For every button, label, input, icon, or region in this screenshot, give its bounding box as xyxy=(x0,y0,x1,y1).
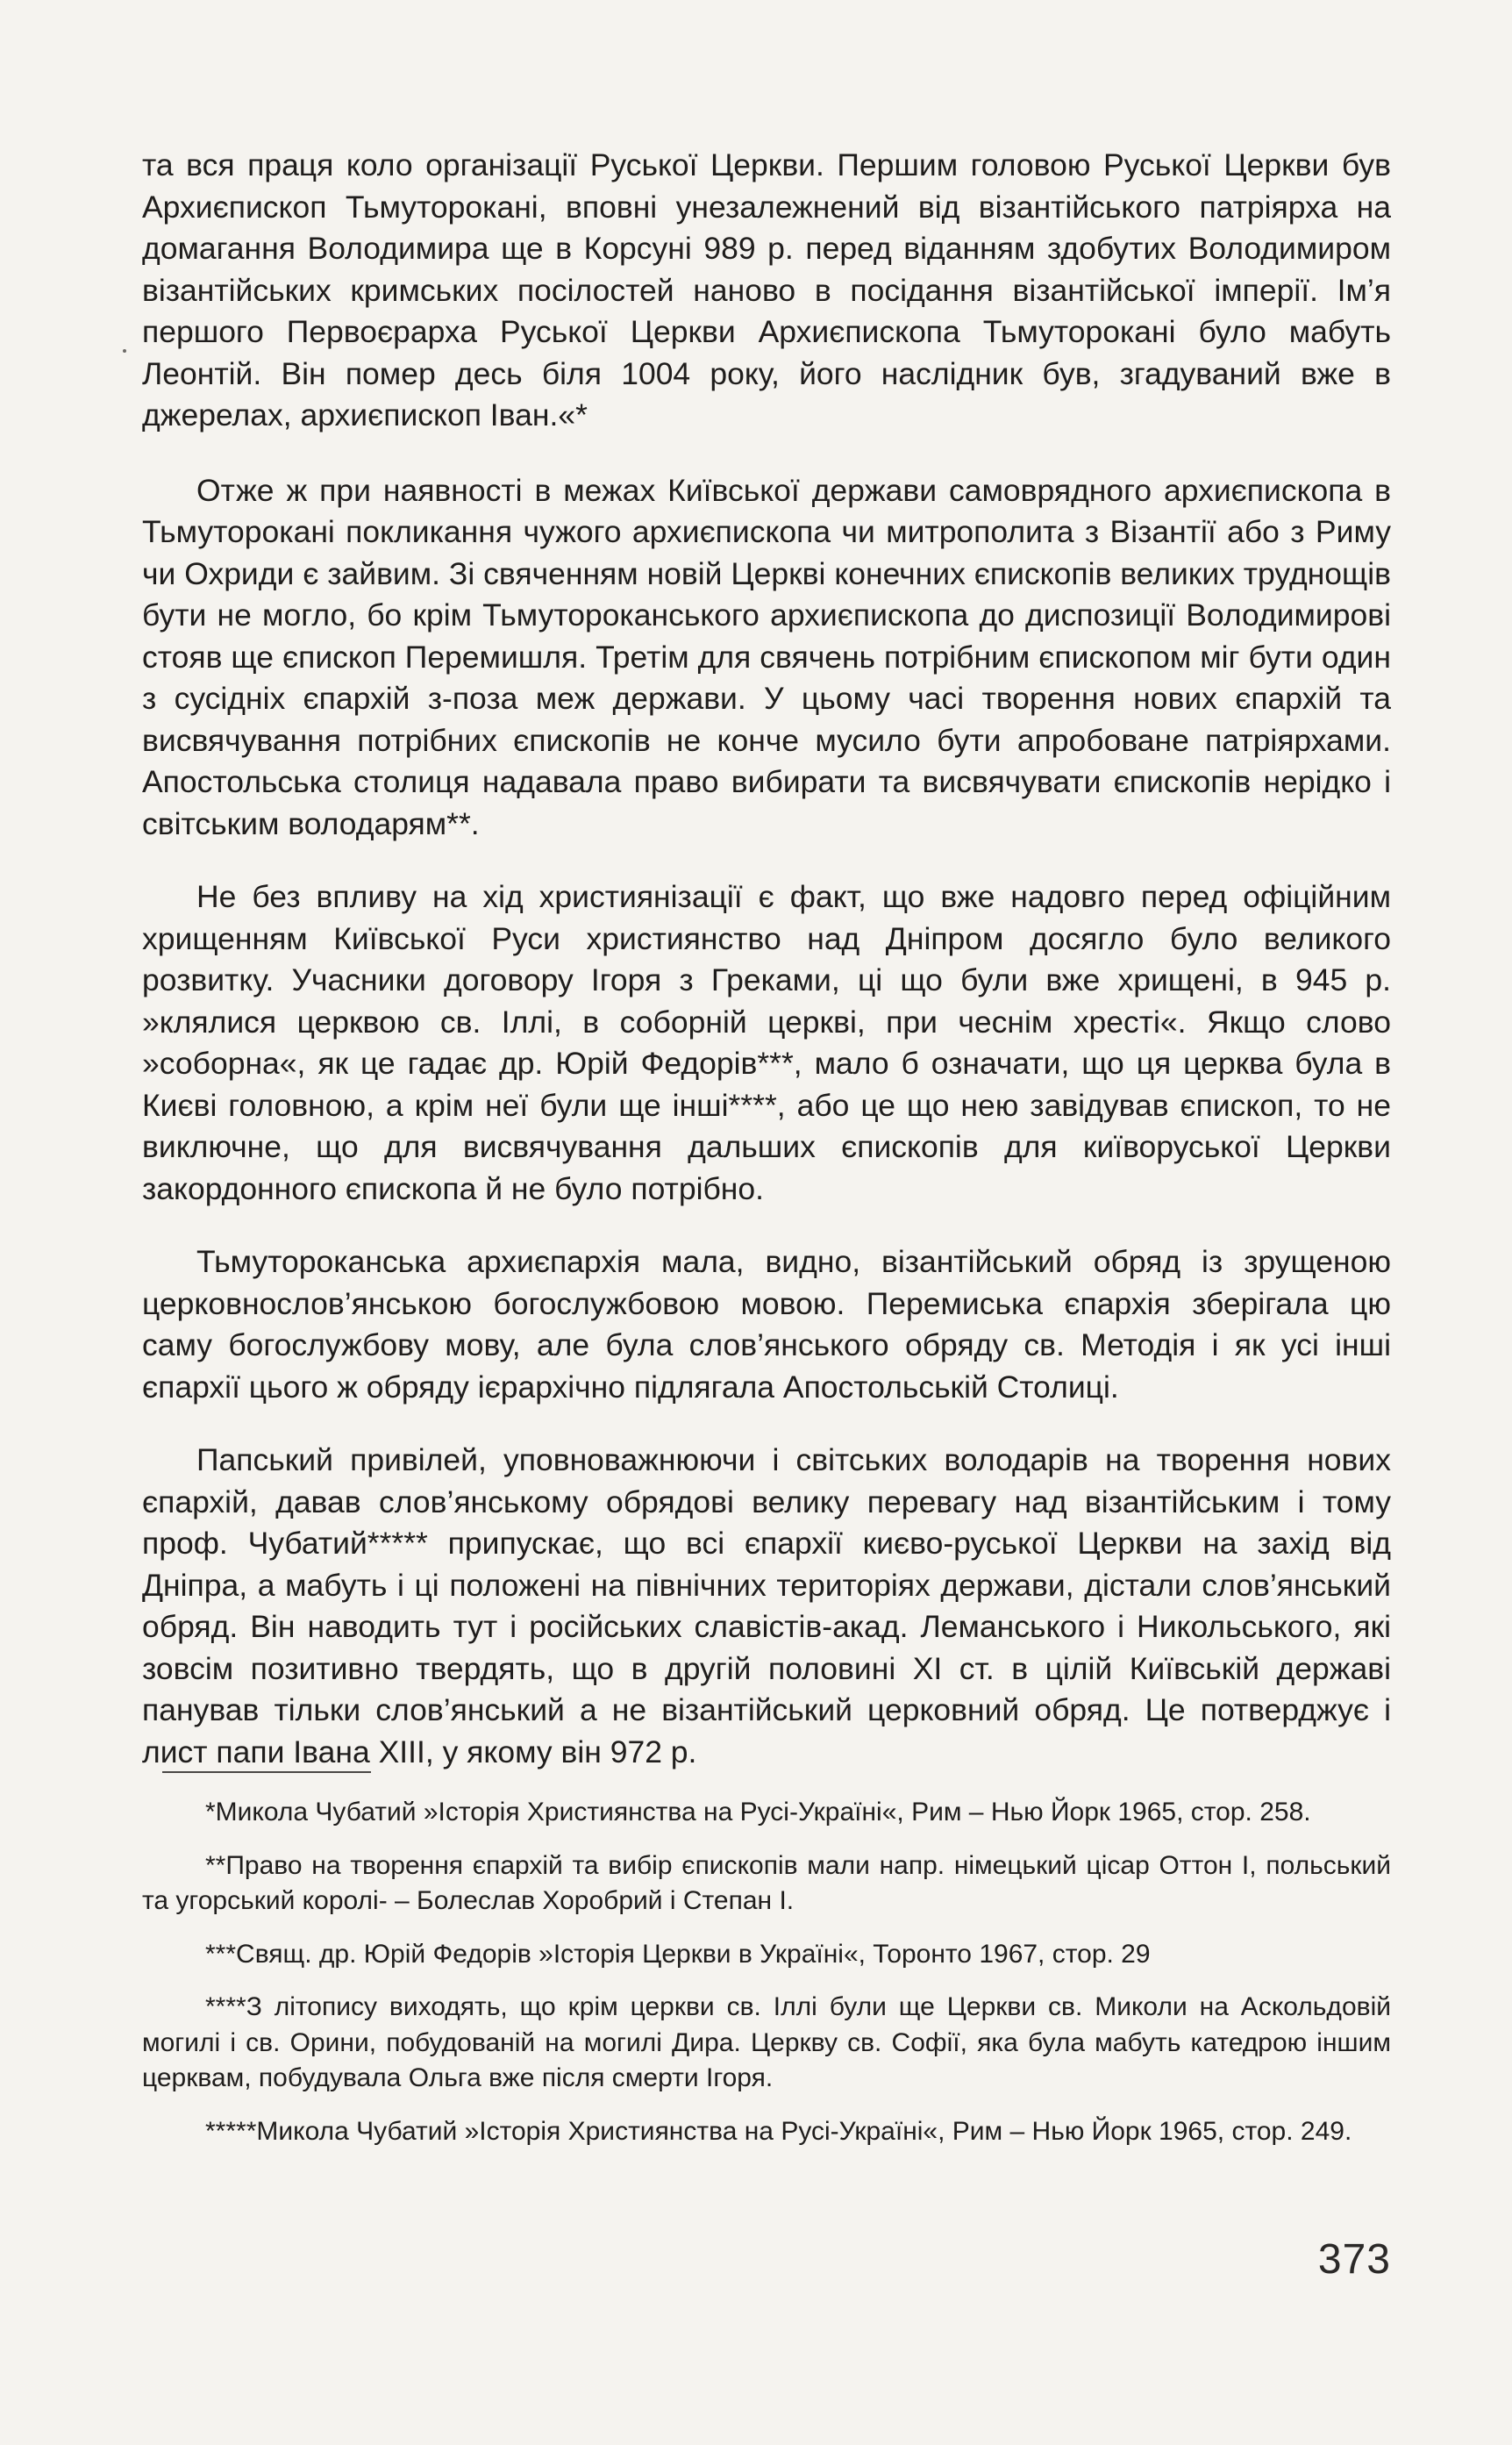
footnote-5: *****Микола Чубатий »Історія Християнства на Русі-Україні«, Рим – Нью Йорк 1965, стор. 249. xyxy=(205,2116,1352,2146)
paragraph-3: Не без впливу на хід християнізації є факт, що вже надовго перед офіційним хрищенням Київської Руси християнство над Дніпром досягло було великого розвитку. Учасники договору Ігоря з Греками, ці що були вже хрищені, в 945 р. »клялися церквою св. Іллі, в соборній церкві, при чеснім хресті«. Якщо слово »соборна«, як це гадає др. Юрій Федорів***, мало б означати, що ця церква була в Києві головною, а крім неї були ще інші****, або це що нею завідував єпископ, то не виключне, що для висвячування дальших єпископів для київоруської Церкви закордонного єпископа й не було потрібно. xyxy=(142,879,1391,1206)
footnote-divider xyxy=(162,1771,371,1773)
footnote-4: ****З літопису виходять, що крім церкви св. Іллі були ще Церкви св. Миколи на Аскольдовій могилі і св. Орини, побудованій на могилі Дира. Церкву св. Софії, яка була мабуть катедрою іншим церквам, побудувала Ольга вже після смерти Ігоря. xyxy=(142,1992,1391,2092)
paragraph-2: Отже ж при наявності в межах Київської держави самоврядного архиєпископа в Тьмуторокані покликання чужого архиєпископа чи митрополита з Візантії або з Риму чи Охриди є зайвим. Зі свяченням новій Церкві конечних єпископів великих труднощів бути не могло, бо крім Тьмутороканського архиєпископа до диспозиції Володимирові стояв ще єпископ Перемишля. Третім для свячень потрібним єпископом міг бути один з сусідніх єпархій з-поза меж держави. У цьому часі творення нових єпархій та висвячування потрібних єпископів не конче мусило бути апробоване патріярхами. Апостольська столиця надавала право вибирати та висвячувати єпископів нерідко і світським володарям**. xyxy=(142,472,1391,841)
footnote-1: *Микола Чубатий »Історія Християнства на Русі-Україні«, Рим – Нью Йорк 1965, стор. 258. xyxy=(205,1798,1311,1827)
footnotes xyxy=(142,1795,1391,2167)
paragraph-5: Папський привілей, уповноважнюючи і світських володарів на творення нових єпархій, давав слов’янському обрядові велику перевагу над візантійським і тому проф. Чубатий***** припускає, що всі єпархії києво-руської Церкви на захід від Дніпра, а мабуть і ці положені на північних територіях держави, дістали слов’янський обряд. Він наводить тут і російських славістів-акад. Леманського і Никольського, які зовсім позитивно твердять, що в другій половині XI ст. в цілій Київській державі панував тільки слов’янський а не візантійський церковний обряд. Це потверджує і лист папи Івана XIII, у якому він 972 р. xyxy=(142,1442,1391,1769)
footnote-2: **Право на творення єпархій та вибір єпископів мали напр. німецький цісар Оттон I, польський та угорський королі- – Болеслав Хоробрий і Степан I. xyxy=(142,1850,1391,1915)
paragraph-4: Тьмутороканська архиєпархія мала, видно, візантійський обряд із зрущеною церковнослов’янською богослужбовою мовою. Перемиська єпархія зберігала цю саму богослужбову мову, але була слов’янського обряду св. Методія і як усі інші єпархії цього ж обряду ієрархічно підлягала Апостольській Столиці. xyxy=(142,1244,1391,1405)
margin-mark xyxy=(123,349,126,353)
footnote-3: ***Свящ. др. Юрій Федорів »Історія Церкви в Україні«, Торонто 1967, стор. 29 xyxy=(205,1939,1151,1969)
main-text xyxy=(142,145,1391,1773)
page-number: 373 xyxy=(1317,2236,1391,2283)
paragraph-1: та вся праця коло організації Руської Церкви. Першим головою Руської Церкви був Архиєпископ Тьмуторокані, вповні унезалежнений від візантійського патріярха на домагання Володимира ще в Корсуні 989 р. перед віданням здобутих Володимиром візантійських кримських посілостей наново в посідання візантійської імперії. Ім’я першого Первоєрарха Руської Церкви Архиєпископа Тьмуторокані було мабуть Леонтій. Він помер десь біля 1004 року, його наслідник був, згадуваний вже в джерелах, архиєпископ Іван.«* xyxy=(142,147,1391,433)
